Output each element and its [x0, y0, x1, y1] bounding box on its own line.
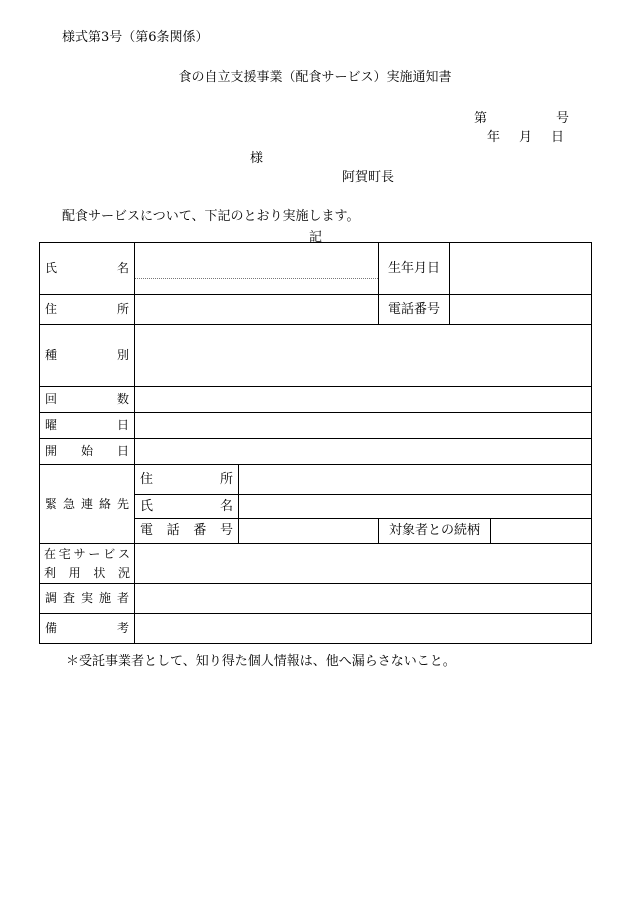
phone-label: 電話番号 — [379, 295, 450, 325]
home-service-usage-label: 在 宅 サ ー ビ ス 利 用 状 況 — [40, 544, 135, 584]
date-day-label: 日 — [551, 130, 565, 145]
date-year-label: 年 — [487, 130, 501, 145]
emergency-name-value-cell[interactable] — [239, 495, 592, 519]
intro-text: 配食サービスについて、下記のとおり実施します。 — [62, 209, 360, 224]
emergency-phone-label: 電 話 番 号 — [135, 519, 239, 544]
table-row — [40, 413, 592, 439]
surveyor-label: 調 査 実 施 者 — [40, 584, 135, 614]
home-service-usage-value-cell[interactable] — [135, 544, 592, 584]
number-suffix: 号 — [556, 111, 570, 126]
start-date-value-cell[interactable] — [135, 439, 592, 465]
emergency-phone-value-cell[interactable] — [239, 519, 379, 544]
recipient-suffix: 様 — [250, 151, 264, 166]
furigana-line — [135, 258, 378, 279]
type-label: 種 別 — [40, 325, 135, 387]
emergency-name-label: 氏 名 — [135, 495, 239, 519]
table-row — [40, 465, 592, 495]
table-row — [40, 439, 592, 465]
number-prefix: 第 — [474, 111, 488, 126]
emergency-contact-label: 緊 急 連 絡 先 — [40, 465, 135, 544]
table-row — [40, 295, 592, 325]
ki-heading: 記 — [309, 230, 323, 245]
remarks-label: 備 考 — [40, 614, 135, 644]
address-value-cell[interactable] — [135, 295, 379, 325]
relationship-label: 対象者との続柄 — [379, 519, 491, 543]
table-row — [40, 614, 592, 644]
form-number: 様式第3号（第6条関係） — [62, 30, 209, 45]
count-value-cell[interactable] — [135, 387, 592, 413]
address-label: 住 所 — [40, 295, 135, 325]
table-row — [40, 325, 592, 387]
relationship-cell[interactable] — [379, 519, 592, 544]
name-label: 氏 名 — [40, 243, 135, 295]
privacy-footnote: ＊受託事業者として、知り得た個人情報は、他へ漏らさないこと。 — [66, 654, 456, 669]
weekday-label: 曜 日 — [40, 413, 135, 439]
weekday-value-cell[interactable] — [135, 413, 592, 439]
table-row — [40, 584, 592, 614]
issuer-name: 阿賀町長 — [342, 170, 395, 185]
table-row — [40, 387, 592, 413]
birthdate-label: 生年月日 — [379, 243, 450, 295]
count-label: 回 数 — [40, 387, 135, 413]
type-value-cell[interactable] — [135, 325, 592, 387]
document-title: 食の自立支援事業（配食サービス）実施通知書 — [178, 70, 452, 85]
notice-form-table — [39, 242, 592, 644]
relationship-value[interactable] — [491, 519, 591, 543]
surveyor-value-cell[interactable] — [135, 584, 592, 614]
table-row — [40, 544, 592, 584]
date-month-label: 月 — [519, 130, 533, 145]
phone-value-cell[interactable] — [450, 295, 592, 325]
emergency-address-label: 住 所 — [135, 465, 239, 495]
emergency-address-value-cell[interactable] — [239, 465, 592, 495]
table-row — [40, 243, 592, 295]
remarks-value-cell[interactable] — [135, 614, 592, 644]
name-value-cell[interactable] — [135, 243, 379, 295]
start-date-label: 開 始 日 — [40, 439, 135, 465]
birthdate-value-cell[interactable] — [450, 243, 592, 295]
